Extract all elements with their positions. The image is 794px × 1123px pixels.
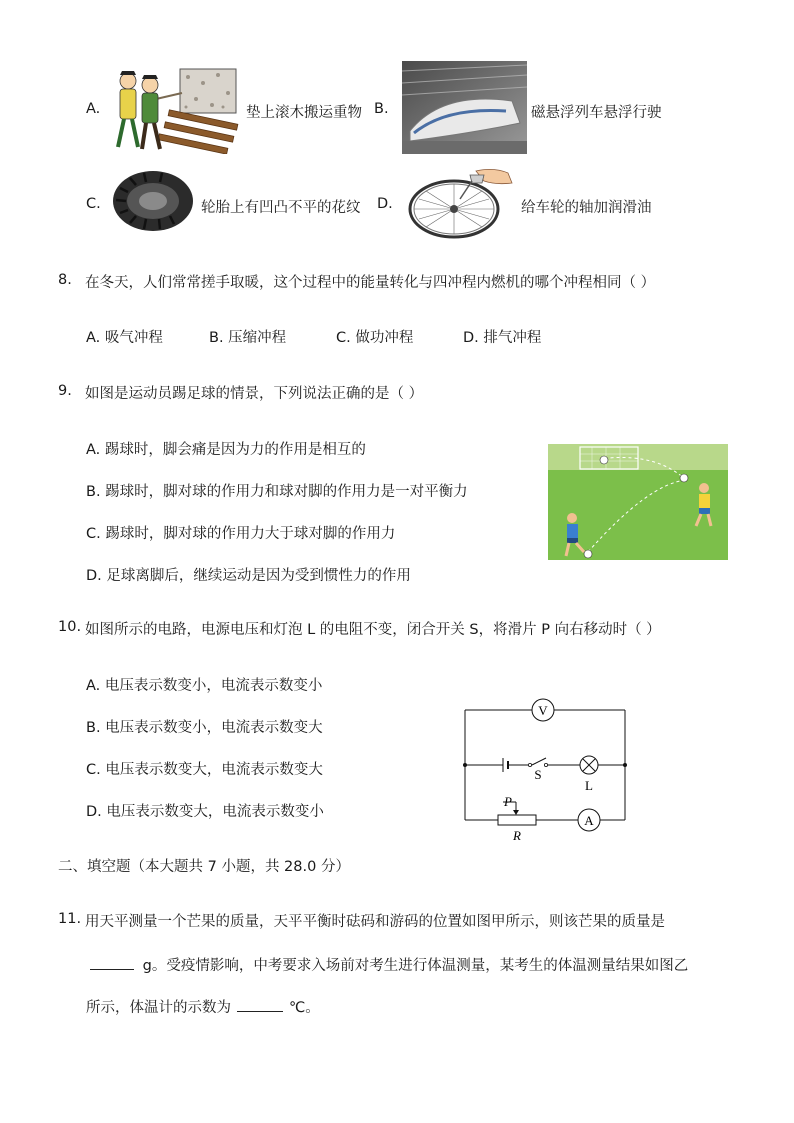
q9-option-d: D. 足球离脚后，继续运动是因为受到惯性力的作用 xyxy=(86,568,411,584)
section-heading: 二、填空题（本大题共 7 小题，共 28.0 分） xyxy=(58,859,350,875)
q7-option-a-text: 垫上滚木搬运重物 xyxy=(246,105,362,121)
q9-option-b: B. 踢球时，脚对球的作用力和球对脚的作用力是一对平衡力 xyxy=(86,484,468,500)
q10-option-c: C. 电压表示数变大，电流表示数变大 xyxy=(86,762,323,778)
q7-option-d-text: 给车轮的轴加润滑油 xyxy=(521,200,652,216)
rolling-logs-illustration xyxy=(108,63,242,154)
slider-label: P xyxy=(504,794,512,809)
voltmeter-label: V xyxy=(538,703,548,718)
q11-line3 xyxy=(86,996,320,1017)
q8-stem: 在冬天，人们常常搓手取暖，这个过程中的能量转化与四冲程内燃机的哪个冲程相同（ ） xyxy=(85,275,656,291)
q8-number: 8. xyxy=(58,272,72,288)
q10-option-d: D. 电压表示数变大，电流表示数变小 xyxy=(86,804,324,820)
q7-option-c-letter: C. xyxy=(86,196,101,212)
q11-line3-unit: ℃。 xyxy=(289,1000,320,1016)
answer-blank-mass[interactable] xyxy=(90,957,134,970)
q11-number: 11. xyxy=(58,911,82,927)
lamp-label: L xyxy=(585,778,593,793)
q10-option-b: B. 电压表示数变小，电流表示数变大 xyxy=(86,720,323,736)
answer-blank-temperature[interactable] xyxy=(237,999,283,1012)
q7-option-b-text: 磁悬浮列车悬浮行驶 xyxy=(531,105,662,121)
q11-line3-text: 所示，体温计的示数为 xyxy=(86,1000,231,1016)
q9-stem: 如图是运动员踢足球的情景，下列说法正确的是（ ） xyxy=(85,386,424,402)
soccer-players-illustration xyxy=(548,444,728,560)
q8-option-b: B. 压缩冲程 xyxy=(209,330,287,346)
tire-tread-photo xyxy=(110,168,197,234)
q7-option-d-letter: D. xyxy=(377,196,393,212)
q11-line2-text: g。受疫情影响，中考要求入场前对考生进行体温测量，某考生的体温测量结果如图乙 xyxy=(142,958,689,974)
q9-number: 9. xyxy=(58,383,72,399)
circuit-diagram xyxy=(458,694,634,846)
q11-line1: 用天平测量一个芒果的质量，天平平衡时砝码和游码的位置如图甲所示，则该芒果的质量是 xyxy=(85,914,665,930)
q11-line2 xyxy=(86,954,688,975)
q10-number: 10. xyxy=(58,619,82,635)
maglev-train-photo xyxy=(402,61,527,154)
q7-option-b-letter: B. xyxy=(374,101,389,117)
switch-label: S xyxy=(534,767,542,782)
q10-option-a: A. 电压表示数变小，电流表示数变小 xyxy=(86,678,323,694)
ammeter-label: A xyxy=(584,813,594,828)
q8-option-c: C. 做功冲程 xyxy=(336,330,414,346)
resistor-label: R xyxy=(513,828,521,843)
q7-option-a-letter: A. xyxy=(86,101,101,117)
q7-option-c-text: 轮胎上有凹凸不平的花纹 xyxy=(201,200,361,216)
q9-option-c: C. 踢球时，脚对球的作用力大于球对脚的作用力 xyxy=(86,526,396,542)
bicycle-wheel-oiling-illustration xyxy=(404,165,517,241)
q10-stem: 如图所示的电路，电源电压和灯泡 L 的电阻不变，闭合开关 S，将滑片 P 向右移动时（ ） xyxy=(85,622,661,638)
q9-option-a: A. 踢球时，脚会痛是因为力的作用是相互的 xyxy=(86,442,366,458)
q8-option-d: D. 排气冲程 xyxy=(463,330,542,346)
q8-option-a: A. 吸气冲程 xyxy=(86,330,163,346)
